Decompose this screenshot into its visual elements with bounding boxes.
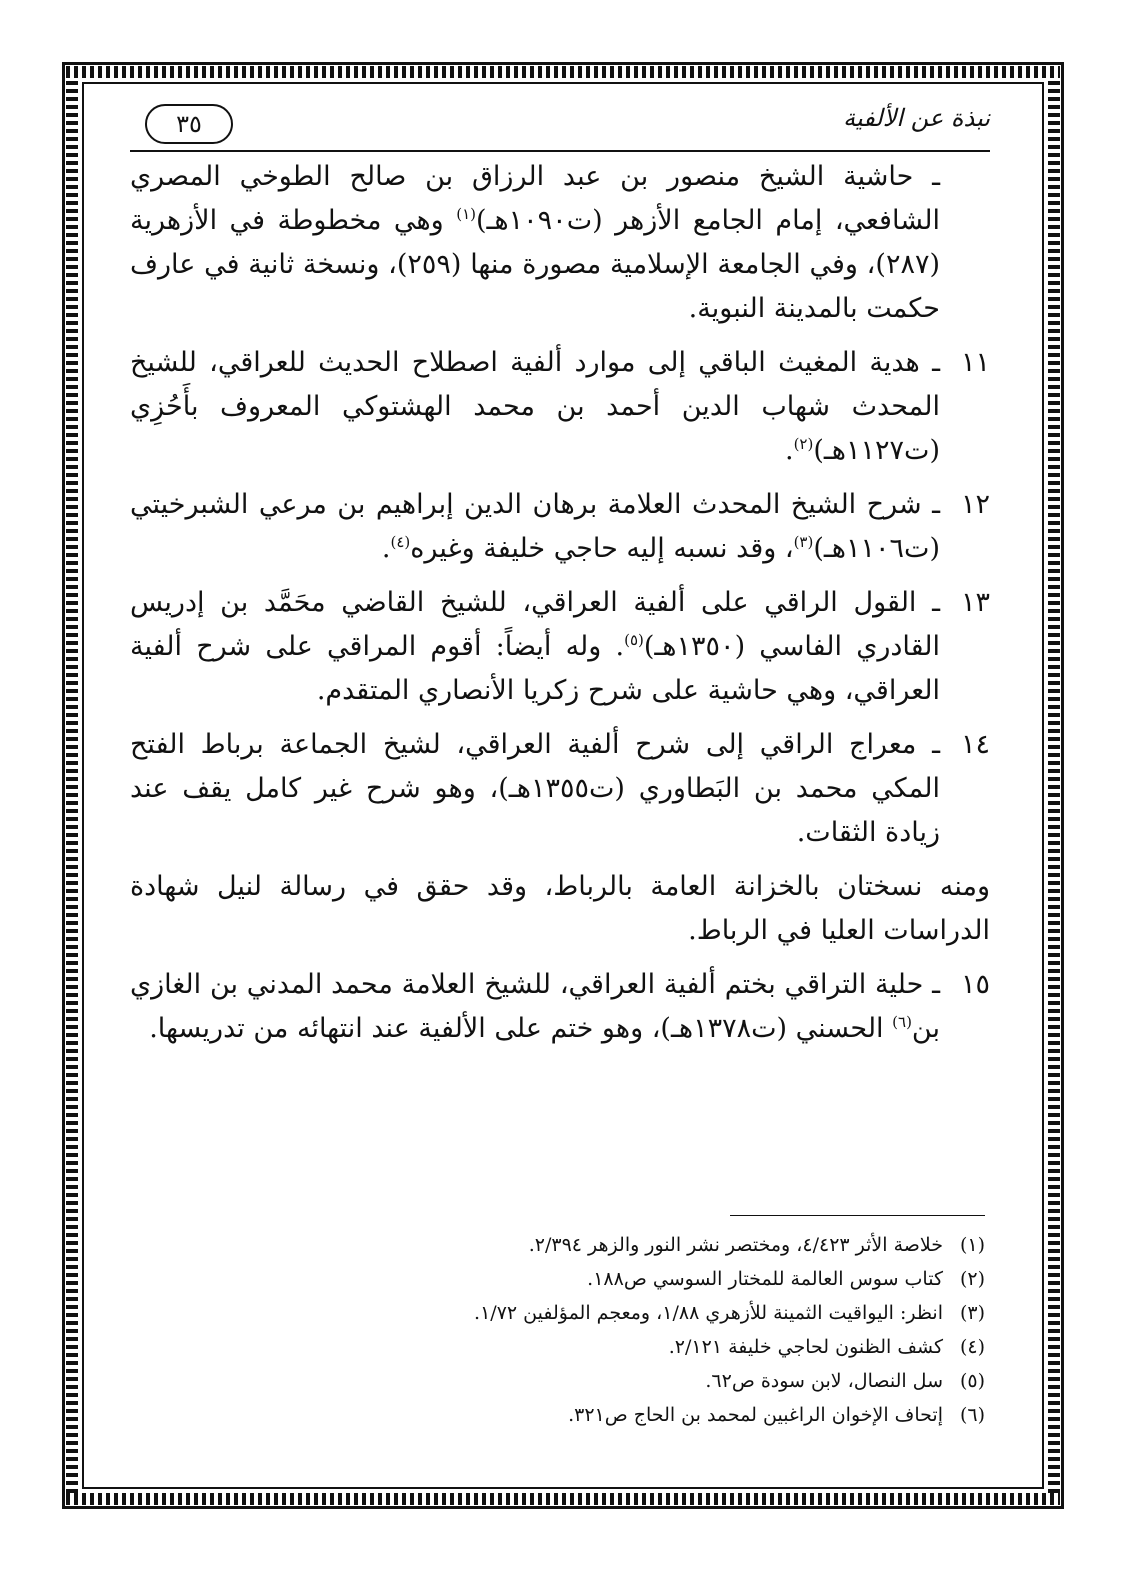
footnote-number: (٥)	[959, 1370, 985, 1392]
footnotes	[130, 1228, 985, 1432]
list-item	[130, 341, 990, 473]
entry-text-after: ، وقد نسبه إليه حاجي خليفة وغيره	[410, 533, 794, 564]
footnote	[130, 1364, 985, 1398]
entry-text-after: .	[381, 533, 391, 564]
entry-text-after: الحسني (ت١٣٧٨هـ)، وهو ختم على الألفية عند انتهائه من تدريسها.	[149, 1013, 893, 1044]
footnote-text: كتاب سوس العالمة للمختار السوسي ص١٨٨.	[587, 1268, 943, 1290]
page-header	[130, 96, 990, 152]
footnote-number: (٤)	[959, 1336, 985, 1358]
entry-text: ـ معراج الراقي إلى شرح ألفية العراقي، لشيخ الجماعة برباط الفتح المكي محمد بن البَطاوري (ت١٣٥٥هـ)، وهو شرح غير كامل يقف عند زيادة الثقات.	[130, 729, 940, 848]
footnote-number: (١)	[959, 1234, 985, 1256]
footnote-ref: (٣)	[793, 533, 814, 551]
footnote-ref: (٢)	[793, 435, 814, 453]
entry-number: ١٥	[960, 969, 990, 1000]
footnote-number: (٦)	[959, 1404, 985, 1426]
footnote-text: إتحاف الإخوان الراغبين لمحمد بن الحاج ص٣٢١.	[568, 1404, 943, 1426]
intro-text-after: وهي مخطوطة في الأزهرية (٢٨٧)، وفي الجامعة الإسلامية مصورة منها (٢٥٩)، ونسخة ثانية في عارف حكمت بالمدينة النبوية.	[130, 205, 940, 324]
entry-text: ـ هدية المغيث الباقي إلى موارد ألفية اصطلاح الحديث للعراقي، للشيخ المحدث شهاب الدين أحمد بن محمد الهشتوكي المعروف بأَحُزِي (ت١١٢٧هـ)	[130, 347, 940, 466]
footnote-text: سل النصال، لابن سودة ص٦٢.	[705, 1370, 943, 1392]
entry-text-after: . وله أيضاً: أقوم المراقي على شرح ألفية العراقي، وهي حاشية على شرح زكريا الأنصاري المتقدم.	[130, 631, 940, 706]
header-rule	[130, 150, 990, 152]
entry-text: ـ حلية التراقي بختم ألفية العراقي، للشيخ العلامة محمد المدني بن الغازي بن	[130, 969, 940, 1044]
footnote-ref: (٤)	[390, 533, 411, 551]
footnote-number: (٣)	[959, 1302, 985, 1324]
footnote	[130, 1296, 985, 1330]
intro-entry	[130, 155, 990, 331]
footnote-text: انظر: اليواقيت الثمينة للأزهري ١/٨٨، ومعجم المؤلفين ١/٧٢.	[474, 1302, 943, 1324]
entry-number: ١٤	[960, 729, 990, 760]
footnote-ref: (٥)	[624, 631, 644, 649]
body-paragraph: ومنه نسختان بالخزانة العامة بالرباط، وقد حقق في رسالة لنيل شهادة الدراسات العليا في الرباط.	[130, 871, 990, 946]
footnote-ref: (١)	[456, 205, 476, 223]
entry-number: ١١	[960, 347, 990, 378]
footnote	[130, 1228, 985, 1262]
footnote	[130, 1262, 985, 1296]
entry-number: ١٣	[960, 587, 990, 618]
entry-text-after: .	[784, 435, 794, 466]
list-item	[130, 963, 990, 1051]
intro-text: ـ حاشية الشيخ منصور بن عبد الرزاق بن صالح الطوخي المصري الشافعي، إمام الجامع الأزهر (ت١٠٩٠هـ)	[130, 161, 941, 236]
list-item	[130, 723, 990, 855]
main-text	[130, 155, 990, 1061]
footnote	[130, 1330, 985, 1364]
entry-text: ـ القول الراقي على ألفية العراقي، للشيخ القاضي محَمَّد بن إدريس القادري الفاسي (١٣٥٠هـ)	[130, 587, 941, 662]
list-item	[130, 581, 990, 713]
footnote-separator	[730, 1215, 985, 1216]
footnote	[130, 1398, 985, 1432]
list-item	[130, 483, 990, 571]
entry-number: ١٢	[960, 489, 990, 520]
footnote-ref: (٦)	[892, 1013, 912, 1031]
footnote-text: كشف الظنون لحاجي خليفة ٢/١٢١.	[668, 1336, 943, 1358]
page-number: ٣٥	[145, 104, 233, 144]
entry-text: ـ شرح الشيخ المحدث العلامة برهان الدين إبراهيم بن مرعي الشبرخيتي (ت١١٠٦هـ)	[130, 489, 940, 564]
footnote-text: خلاصة الأثر ٤/٤٢٣، ومختصر نشر النور والزهر ٢/٣٩٤.	[528, 1234, 943, 1256]
footnote-number: (٢)	[959, 1268, 985, 1290]
running-title: نبذة عن الألفية	[843, 104, 990, 132]
